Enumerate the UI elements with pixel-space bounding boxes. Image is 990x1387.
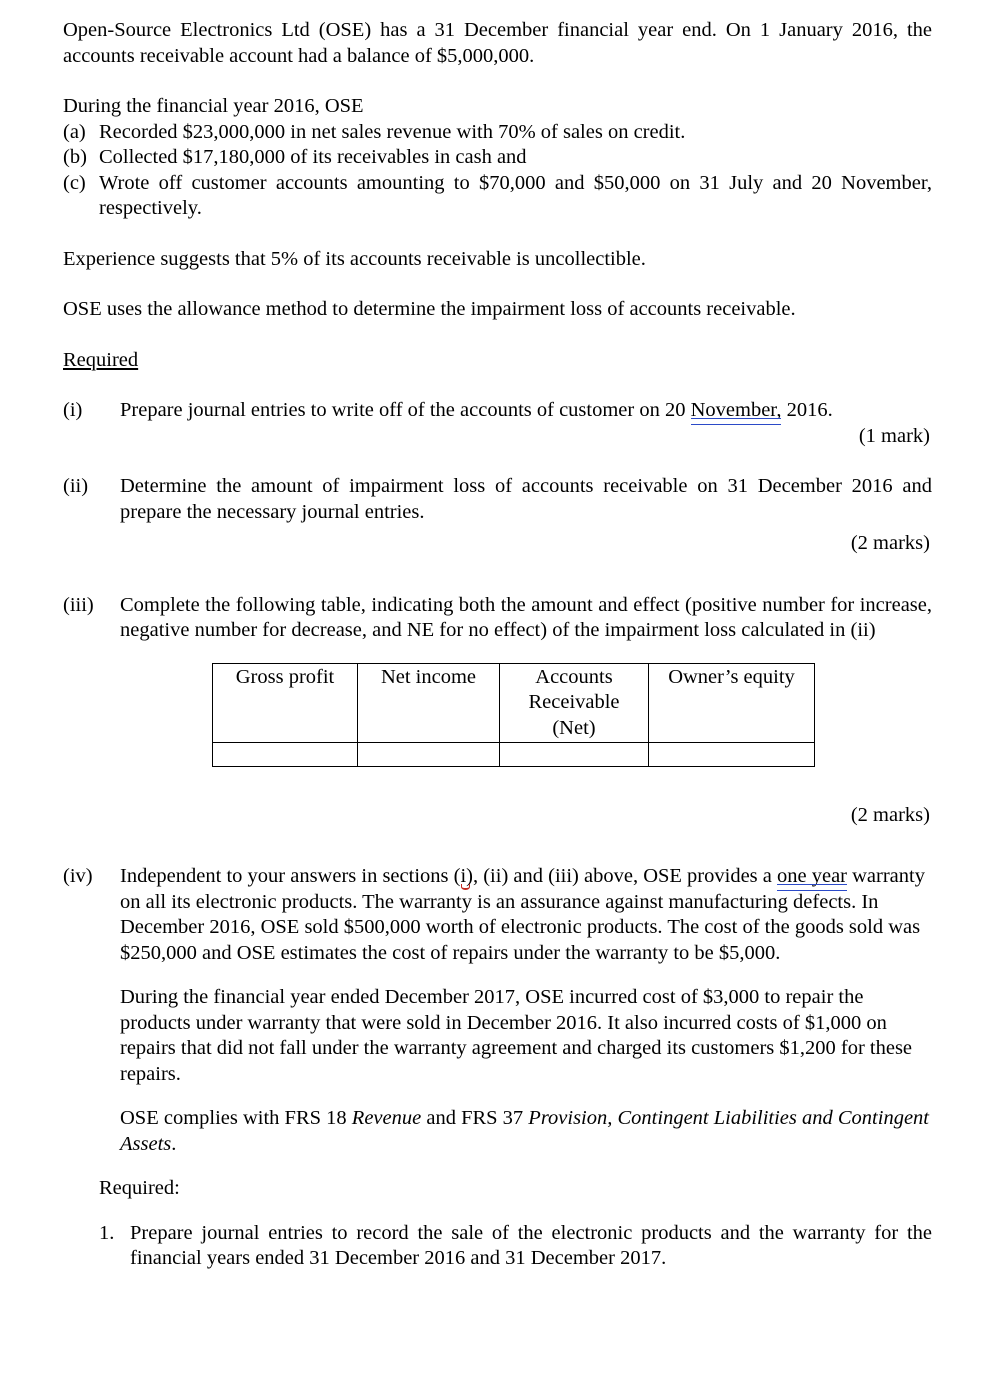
question-text-iv-paragraph-1 bbox=[120, 864, 932, 966]
header-line-2: Receivable bbox=[528, 691, 620, 713]
spacer bbox=[63, 1157, 932, 1176]
spacer bbox=[63, 557, 932, 582]
intro-paragraph-4: OSE uses the allowance method to determine the impairment loss of accounts receivable. bbox=[63, 298, 796, 320]
table-header-row bbox=[213, 663, 815, 742]
event-text-a: Recorded $23,000,000 in net sales revenue with 70% of sales on credit. bbox=[99, 120, 686, 143]
question-marker-iv: (iv) bbox=[63, 865, 93, 887]
spelling-suggestion-i[interactable]: i bbox=[460, 864, 466, 890]
question-marker-i: (i) bbox=[63, 399, 83, 421]
table-header-net-income: Net income bbox=[358, 663, 500, 742]
spacer bbox=[63, 828, 932, 853]
question-marker-iii: (iii) bbox=[63, 593, 94, 616]
grammar-suggestion-one-year[interactable]: one year bbox=[777, 864, 847, 890]
spacer bbox=[63, 966, 932, 985]
spacer bbox=[63, 1202, 932, 1221]
spacer bbox=[63, 1087, 932, 1106]
event-item-c bbox=[63, 171, 932, 222]
event-marker-c: (c) bbox=[63, 171, 86, 194]
required-heading-text: Required bbox=[63, 348, 139, 371]
spacer bbox=[63, 222, 932, 247]
question-item-iv bbox=[63, 864, 932, 966]
intro-paragraph-3: Experience suggests that 5% of its accounts receivable is uncollectible. bbox=[63, 247, 646, 270]
table-row bbox=[213, 742, 815, 766]
table-header-owners-equity: Owner’s equity bbox=[649, 663, 815, 742]
frs-18-title: Revenue bbox=[351, 1107, 422, 1129]
question-i-text-after: 2016. bbox=[781, 399, 833, 421]
iv-text-part-a: Independent to your answers in sections ( bbox=[120, 865, 461, 887]
effects-table-head bbox=[213, 663, 815, 742]
iv-paragraph-2-block bbox=[63, 985, 932, 1087]
question-item-ii bbox=[63, 474, 932, 525]
question-item-iii bbox=[63, 593, 932, 644]
header-line-1: Accounts bbox=[535, 665, 613, 688]
frs-37-title: Provision, Contingent Liabilities and Contingent Assets bbox=[120, 1107, 929, 1155]
event-item-a bbox=[63, 120, 932, 146]
spacer bbox=[63, 373, 932, 398]
table-cell-gross-profit[interactable] bbox=[213, 742, 358, 766]
table-cell-accounts-receivable-net[interactable] bbox=[500, 742, 649, 766]
spacer bbox=[63, 69, 932, 94]
spacer bbox=[63, 644, 932, 663]
header-line-3: (Net) bbox=[552, 716, 596, 739]
iv-sub-items-block bbox=[63, 1221, 932, 1272]
question-marker-ii: (ii) bbox=[63, 475, 89, 497]
iv-sub-item-1 bbox=[99, 1221, 932, 1272]
iv-required-label: Required: bbox=[99, 1177, 180, 1199]
spacer bbox=[63, 449, 932, 474]
iv-sub-item-1-marker: 1. bbox=[99, 1221, 115, 1244]
marks-ii: (2 marks) bbox=[850, 532, 930, 554]
event-text-b: Collected $17,180,000 of its receivables in cash and bbox=[99, 146, 527, 168]
iv-required-block bbox=[63, 1176, 932, 1202]
spacer bbox=[63, 853, 932, 864]
question-text-iv-paragraph-2: During the financial year ended December 2017, OSE incurred cost of $3,000 to repair the products under warranty that were sold in December 2016. It also incurred costs of $1,000 on repairs that did not fall under the warranty agreement and charged its customers $1,200 for these repairs. bbox=[120, 986, 913, 1085]
iv-text-part-b: ), (ii) and (iii) above, OSE provides a bbox=[466, 865, 777, 887]
question-i-text-before: Prepare journal entries to write off of the accounts of customer on 20 bbox=[120, 399, 691, 421]
intro-paragraph-2-lead: During the financial year 2016, OSE bbox=[63, 95, 364, 117]
iv-sub-item-1-text: Prepare journal entries to record the sale of the electronic products and the warranty for the financial years ended 31 December 2016 and 31 December 2017. bbox=[130, 1221, 932, 1269]
spacer bbox=[63, 582, 932, 593]
spacer bbox=[63, 323, 932, 348]
event-marker-a: (a) bbox=[63, 120, 86, 143]
event-marker-b: (b) bbox=[63, 146, 87, 168]
grammar-suggestion-november[interactable]: November, bbox=[691, 398, 782, 424]
effects-table bbox=[212, 663, 815, 767]
question-text-iii: Complete the following table, indicating both the amount and effect (positive number for increase, negative number for decrease, and NE for no effect) of the impairment loss calculated in (ii) bbox=[120, 593, 932, 641]
iv-p3-part-a: OSE complies with FRS 18 bbox=[120, 1107, 352, 1129]
iv-p3-part-c: . bbox=[171, 1132, 177, 1155]
marks-i: (1 mark) bbox=[858, 424, 930, 447]
iv-text-part-c: warranty on all its electronic products. The warranty is an assurance against manufacturing defects. In December 2016, OSE sold $500,000 worth of electronic products. The cost of the goods sold was $250,000 and OSE estimates the cost of repairs under the warranty to be $5,000. bbox=[120, 865, 925, 964]
intro-paragraph-1: Open-Source Electronics Ltd (OSE) has a 31 December financial year end. On 1 January 2016, the accounts receivable account had a balance of $5,000,000. bbox=[63, 19, 932, 67]
table-cell-net-income[interactable] bbox=[358, 742, 500, 766]
required-heading bbox=[63, 348, 932, 374]
question-text-iv-paragraph-3 bbox=[120, 1106, 932, 1157]
table-cell-owners-equity[interactable] bbox=[649, 742, 815, 766]
event-item-b bbox=[63, 145, 932, 171]
question-item-i bbox=[63, 398, 932, 424]
effects-table-body bbox=[213, 742, 815, 766]
marks-iii: (2 marks) bbox=[850, 803, 930, 826]
table-header-gross-profit: Gross profit bbox=[213, 663, 358, 742]
question-text-ii: Determine the amount of impairment loss of accounts receivable on 31 December 2016 and prepare the necessary journal entries. bbox=[120, 475, 932, 523]
iv-p3-part-b: and FRS 37 bbox=[421, 1107, 529, 1129]
spacer bbox=[63, 272, 932, 297]
event-text-c: Wrote off customer accounts amounting to $70,000 and $50,000 on 31 July and 20 November, respectively. bbox=[99, 171, 932, 219]
table-header-accounts-receivable-net bbox=[500, 663, 649, 742]
spacer bbox=[63, 767, 932, 792]
iv-paragraph-3-block bbox=[63, 1106, 932, 1157]
effects-table-wrapper bbox=[63, 663, 932, 767]
question-text-i bbox=[120, 398, 932, 424]
spacer bbox=[63, 792, 932, 803]
